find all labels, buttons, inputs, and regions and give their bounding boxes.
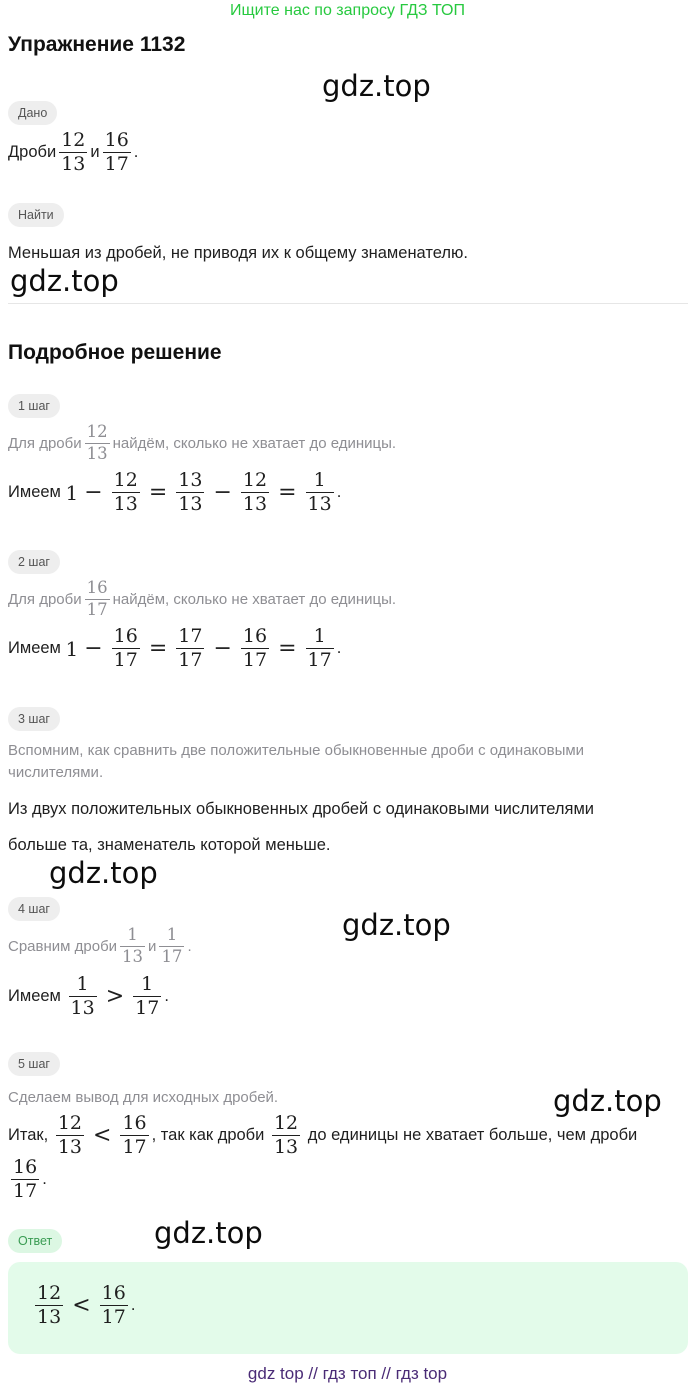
step-4-tag: 4 шаг (8, 897, 60, 921)
fraction: $\frac{16}{17}$ (113, 625, 138, 672)
step-3-hint-line-2: числителями. (8, 764, 104, 781)
step-4-equation: Имеем $\frac{1}{13}$ > $\frac{1}{17}$ . (8, 973, 169, 1020)
step-5-conclusion: Итак, $\frac{12}{13}$ < $\frac{16}{17}$ , так как дроби $\frac{12}{13}$ до единицы не хватает больше, чем дроби (8, 1112, 638, 1159)
watermark: gdz.top (553, 1084, 662, 1118)
fraction: $\frac{12}{13}$ (57, 1112, 82, 1159)
fraction: $\frac{12}{13}$ (113, 469, 138, 516)
answer-expression: $\frac{12}{13}$ < $\frac{16}{17}$ . (37, 1282, 136, 1329)
given-tag: Дано (8, 101, 57, 125)
answer-tag: Ответ (8, 1229, 62, 1253)
watermark: gdz.top (342, 908, 451, 942)
find-tag: Найти (8, 203, 64, 227)
fraction: $\frac{16}{17}$ (122, 1112, 147, 1159)
watermark: gdz.top (154, 1216, 263, 1250)
divider (8, 303, 688, 304)
fraction: $\frac{12}{13}$ (86, 422, 108, 463)
fraction: $\frac{16}{17}$ (86, 578, 108, 619)
step-1-tag: 1 шаг (8, 394, 60, 418)
page-title: Упражнение 1132 (8, 33, 186, 56)
fraction: $\frac{12}{13}$ (242, 469, 268, 516)
step-2-hint: Для дроби $\frac{16}{17}$ найдём, сколько не хватает до единицы. (8, 578, 397, 619)
fraction: $\frac{16}{17}$ (101, 1282, 126, 1329)
fraction: $\frac{1}{17}$ (135, 973, 160, 1020)
step-4-hint: Сравним дроби $\frac{1}{13}$ и $\frac{1}{17}$ . (8, 925, 192, 966)
step-3-body-line-2: больше та, знаменатель которой меньше. (8, 836, 331, 854)
find-text: Меньшая из дробей, не приводя их к общему знаменателю. (8, 244, 468, 262)
fraction: $\frac{1}{17}$ (161, 925, 183, 966)
fraction: $\frac{16}{17}$ (104, 129, 129, 176)
step-3-tag: 3 шаг (8, 707, 60, 731)
fraction: $\frac{17}{17}$ (178, 625, 203, 672)
step-5-hint: Сделаем вывод для исходных дробей. (8, 1089, 279, 1106)
fraction: $\frac{16}{17}$ (242, 625, 268, 672)
fraction: $\frac{12}{13}$ (61, 129, 86, 176)
watermark: gdz.top (10, 264, 119, 298)
fraction: $\frac{12}{13}$ (37, 1282, 62, 1329)
step-1-equation: Имеем 1 − $\frac{12}{13}$ = $\frac{13}{13}$ − $\frac{12}{13}$ = $\frac{1}{13}$ . (8, 469, 342, 516)
solution-title: Подробное решение (8, 341, 222, 364)
step-2-tag: 2 шаг (8, 550, 60, 574)
step-3-hint-line-1: Вспомним, как сравнить две положительные обыкновенные дроби с одинаковыми (8, 742, 585, 759)
given-line: Дроби $\frac{12}{13}$ и $\frac{16}{17}$ . (8, 129, 139, 176)
fraction: $\frac{1}{13}$ (70, 973, 95, 1020)
fraction: $\frac{1}{17}$ (307, 625, 332, 672)
watermark: gdz.top (322, 69, 431, 103)
step-2-equation: Имеем 1 − $\frac{16}{17}$ = $\frac{17}{17}$ − $\frac{16}{17}$ = $\frac{1}{17}$ . (8, 625, 342, 672)
watermark: gdz.top (49, 856, 158, 890)
fraction: $\frac{12}{13}$ (273, 1112, 299, 1159)
step-1-hint: Для дроби $\frac{12}{13}$ найдём, сколько не хватает до единицы. (8, 422, 397, 463)
search-banner[interactable]: Ищите нас по запросу ГДЗ ТОП (230, 2, 465, 19)
footer-links[interactable]: gdz top // гдз топ // гдз top (247, 1364, 448, 1383)
step-3-body-line-1: Из двух положительных обыкновенных дробей с одинаковыми числителями (8, 800, 595, 818)
fraction: $\frac{1}{13}$ (122, 925, 144, 966)
step-5-conclusion-cont: $\frac{16}{17}$ . (13, 1156, 47, 1203)
fraction: $\frac{16}{17}$ (13, 1156, 38, 1203)
step-5-tag: 5 шаг (8, 1052, 60, 1076)
fraction: $\frac{1}{13}$ (307, 469, 332, 516)
fraction: $\frac{13}{13}$ (178, 469, 203, 516)
